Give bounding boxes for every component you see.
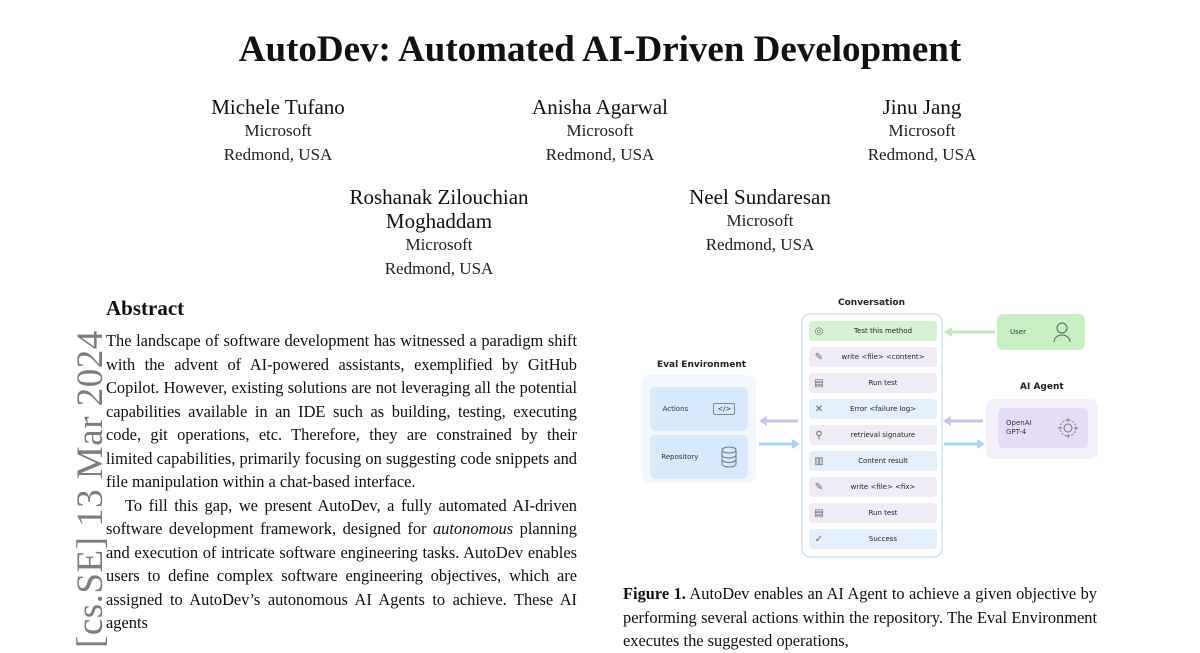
ai-agent-label: AI Agent — [1020, 382, 1064, 392]
message-text: write <file> <fix> — [850, 483, 916, 491]
repository-box — [650, 435, 748, 479]
author-org: Microsoft — [566, 121, 634, 140]
agent-line-1: OpenAI — [1006, 419, 1032, 427]
message-text: Success — [868, 535, 898, 543]
user-box — [997, 314, 1085, 350]
chat-icon: ◎ — [814, 325, 824, 337]
author-name: Neel Sundaresan — [689, 185, 831, 209]
author-name: Roshanak Zilouchian — [349, 185, 529, 209]
author-5 — [660, 185, 860, 257]
database-icon — [721, 446, 737, 468]
actions-box — [650, 387, 748, 431]
actions-label: Actions — [662, 405, 689, 413]
message-text: Content result — [858, 457, 908, 465]
author-name: Michele Tufano — [211, 95, 345, 119]
author-2 — [500, 95, 700, 167]
author-4 — [319, 185, 559, 281]
brain-icon — [1056, 416, 1080, 440]
author-org: Microsoft — [244, 121, 312, 140]
author-name: Moghaddam — [385, 209, 493, 233]
conversation-label: Conversation — [838, 298, 906, 308]
author-org: Microsoft — [405, 235, 473, 254]
author-location: Redmond, USA — [384, 259, 494, 278]
pencil-icon: ✎ — [814, 351, 824, 363]
abstract-heading: Abstract — [106, 296, 185, 320]
error-icon: ✕ — [814, 403, 824, 415]
clipboard-icon: ▤ — [814, 377, 824, 389]
message-9 — [809, 529, 937, 549]
document-icon: ▥ — [814, 455, 824, 467]
paper-title: AutoDev: Automated AI-Driven Development — [238, 29, 962, 70]
agent-out-arrow-head — [943, 416, 951, 426]
author-1 — [178, 95, 378, 167]
user-arrow-head — [944, 327, 952, 337]
pencil-icon: ✎ — [814, 481, 824, 493]
agent-model-label — [1006, 419, 1032, 437]
agent-in-arrow-head — [977, 439, 985, 449]
message-text: Run test — [868, 379, 898, 387]
message-3 — [809, 373, 937, 393]
author-name: Jinu Jang — [882, 95, 962, 119]
repository-label: Repository — [661, 453, 699, 461]
figure-caption — [623, 582, 1097, 653]
message-text: Error <failure log> — [849, 405, 917, 413]
author-3 — [822, 95, 1022, 167]
abstract-body — [106, 329, 577, 635]
arxiv-stamp — [22, 312, 111, 648]
user-label: User — [1010, 328, 1026, 336]
message-text: write <file> <content> — [841, 353, 925, 361]
message-2 — [809, 347, 937, 367]
author-location: Redmond, USA — [867, 145, 977, 164]
author-location: Redmond, USA — [545, 145, 655, 164]
message-5 — [809, 425, 937, 445]
message-text: Run test — [868, 509, 898, 517]
caption-text: AutoDev enables an AI Agent to achieve a given objective by performing several actions within the repository. The Eval Environment executes the suggested operations, — [623, 584, 1097, 650]
eval-environment-label: Eval Environment — [657, 360, 747, 370]
checkmark-icon: ✓ — [814, 533, 824, 545]
message-8 — [809, 503, 937, 523]
abstract-emphasis: autonomous — [432, 519, 514, 538]
abstract-paragraph-1: The landscape of software development has witnessed a paradigm shift with the advent of AI-powered assistants, exemplified by GitHub Copilot. However, existing solutions are not leveraging all the potential capabilities available in an IDE such as building, testing, executing code, git operations, etc. Therefore, they are constrained by their limited capabilities, primarily focusing on suggesting code snippets and file manipulation within a chat-based interface. — [106, 331, 577, 491]
search-icon: ⚲ — [815, 429, 823, 441]
abstract-paragraph-2 — [106, 494, 577, 635]
openai-box — [998, 408, 1088, 448]
author-name: Anisha Agarwal — [532, 95, 668, 119]
user-icon — [1052, 321, 1072, 343]
abstract-text: planning and execution of intricate software engineering tasks. AutoDev enables users to define complex software engineering objectives, which are assigned to AutoDev’s autonomous AI Agents to achieve. These AI agents — [106, 519, 577, 632]
arxiv-stamp-text: [cs.SE] 13 Mar 2024 — [70, 330, 111, 648]
to-env-arrow-head — [759, 416, 767, 426]
clipboard-icon: ▤ — [814, 507, 824, 519]
caption-label: Figure 1. — [623, 584, 686, 603]
abstract-text: To fill this gap, we present AutoDev, a fully automated AI-driven software development framework, designed for — [106, 495, 577, 538]
message-4 — [809, 399, 937, 419]
figure-1 — [638, 295, 1108, 565]
author-org: Microsoft — [726, 211, 794, 230]
author-org: Microsoft — [888, 121, 956, 140]
author-location: Redmond, USA — [705, 235, 815, 254]
author-location: Redmond, USA — [223, 145, 333, 164]
message-1 — [809, 321, 937, 341]
message-text: retrieval signature — [850, 431, 916, 439]
message-7 — [809, 477, 937, 497]
agent-line-2: GPT-4 — [1006, 428, 1027, 436]
from-env-arrow-head — [792, 439, 800, 449]
message-6 — [809, 451, 937, 471]
code-icon: </> — [713, 403, 735, 415]
message-text: Test this method — [853, 327, 913, 335]
